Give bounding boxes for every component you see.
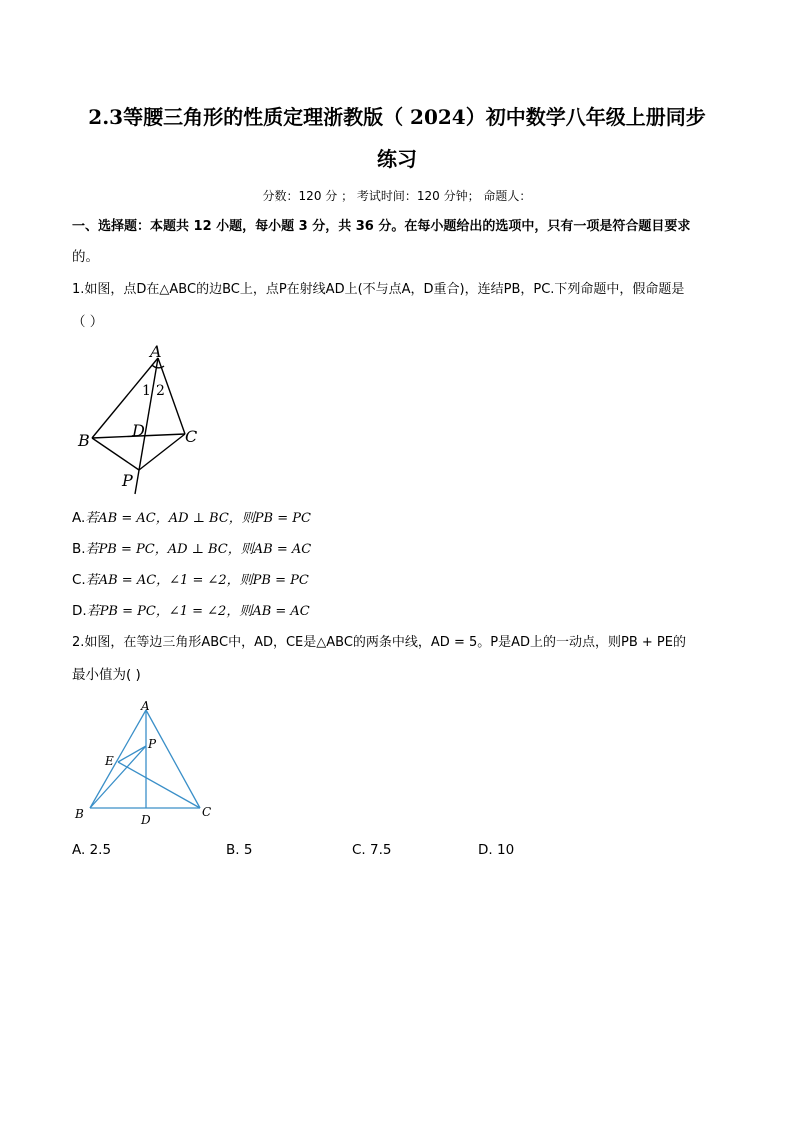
document-title-line2: 练习 bbox=[377, 147, 417, 171]
q1-segment-PC bbox=[139, 434, 185, 470]
q2-option-D: D. 10 bbox=[478, 842, 515, 858]
q1-label-C: C bbox=[185, 427, 198, 446]
q2-stem-line2: 最小值为( ) bbox=[72, 667, 141, 683]
q2-segment-BP bbox=[90, 746, 146, 808]
q2-label-B: B bbox=[75, 807, 84, 821]
section-heading-line2: 的。 bbox=[72, 249, 99, 265]
q1-label-D: D bbox=[132, 421, 145, 440]
q1-figure bbox=[72, 340, 222, 500]
document-title-line1: 2.3等腰三角形的性质定理浙教版（ 2024）初中数学八年级上册同步 bbox=[88, 105, 706, 129]
q1-stem-line2: （ ） bbox=[72, 314, 104, 330]
q1-option-C: C.若AB = AC，∠1 = ∠2，则PB = PC bbox=[72, 572, 309, 588]
q2-label-D: D bbox=[141, 813, 151, 827]
q2-option-B: B. 5 bbox=[226, 842, 253, 858]
q2-option-C: C. 7.5 bbox=[352, 842, 392, 858]
q1-label-angle2: 2 bbox=[156, 383, 165, 399]
q2-label-C: C bbox=[202, 805, 212, 819]
q2-option-A: A. 2.5 bbox=[72, 842, 112, 858]
q1-option-A: A.若AB = AC，AD ⊥ BC，则PB = PC bbox=[72, 510, 311, 526]
q2-label-E: E bbox=[105, 754, 114, 768]
q2-label-P: P bbox=[148, 737, 157, 751]
q2-segment-EP bbox=[118, 746, 146, 762]
q1-label-A: A bbox=[150, 342, 162, 361]
q2-segment-AB bbox=[90, 710, 146, 808]
exam-meta: 分数：120 分 ； 考试时间：120 分钟； 命题人： bbox=[262, 189, 532, 203]
section-heading-line1: 一、选择题：本题共 12 小题，每小题 3 分，共 36 分。在每小题给出的选项中，只有一项是符合题目要求 bbox=[72, 219, 691, 234]
q1-segment-PB bbox=[92, 438, 139, 470]
q1-option-D: D.若PB = PC，∠1 = ∠2，则AB = AC bbox=[72, 603, 310, 619]
q2-stem-line1: 2.如图，在等边三角形ABC中，AD，CE是△ABC的两条中线，AD = 5。P是AD上的一动点，则PB + PE的 bbox=[72, 635, 686, 650]
q1-angle-arc bbox=[152, 365, 164, 368]
q1-label-P: P bbox=[122, 471, 133, 490]
q1-stem-line1: 1.如图，点D在△ABC的边BC上，点P在射线AD上(不与点A，D重合)，连结PB，PC.下列命题中，假命题是 bbox=[72, 282, 685, 297]
q1-label-B: B bbox=[78, 431, 90, 450]
q2-figure bbox=[72, 696, 222, 831]
q1-option-B: B.若PB = PC，AD ⊥ BC，则AB = AC bbox=[72, 541, 312, 557]
q2-label-A: A bbox=[141, 699, 150, 713]
q1-label-angle1: 1 bbox=[142, 383, 151, 399]
